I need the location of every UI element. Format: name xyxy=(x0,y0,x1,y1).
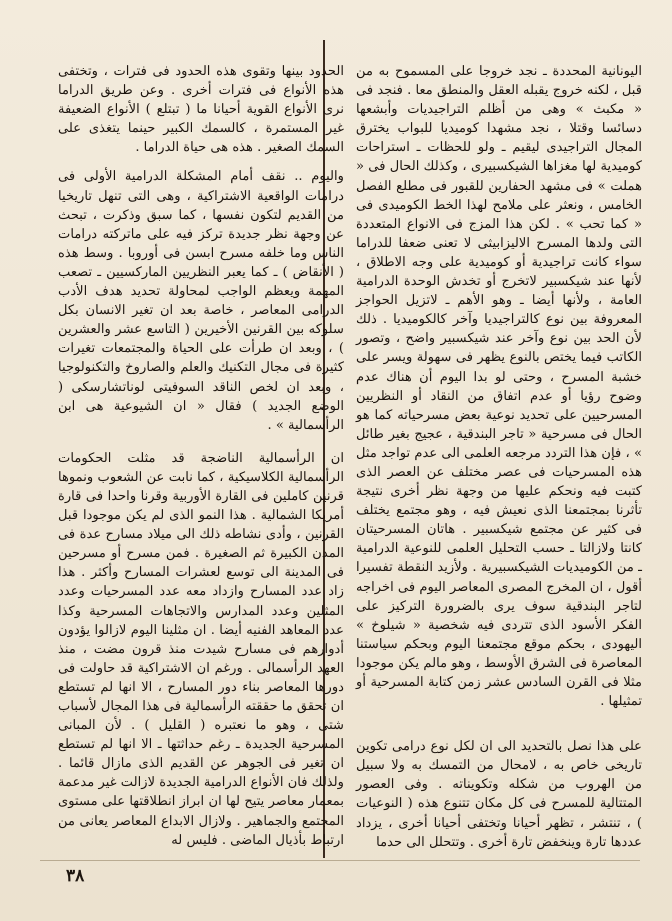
left-paragraph-3: ان الرأسمالية الناضجة قد مثلت الحكومات الرأسمالية الكلاسيكية ، كما نابت عن الشعوب ونموها قرنين كاملين فى القارة الأوربية وقرنا واحدا فى قارة أمريكا الشمالية . هذا النمو الذى لم يكن موجودا قبل القرنين ، وأدى نشاطه ذلك الى ميلاد مسارح عدة فى المدن الكبيرة ثم الصغيرة . فمن مسرح أو مسرحين فى المدينة الى توسع لعشرات المسارح وأكثر . هذا زاد عدد المسارح وازداد معه عدد المسرحيات وعدد المثلين وعدد المدارس والاتجاهات المسرحية وكذا عدد المعاهد الفنيه أيضا . ان مثلينا اليوم لازالوا يؤدون أدوارهم فى مسارح شيدت منذ قرون مضت ، منذ العهد الرأسمالى . ورغم ان الاشتراكية قد حاولت فى دورها المعاصر بناء دور المسارح ، الا انها لم تستطع ان تحقق ما حققته الرأسمالية فى هذا المجال لأسباب شتى ، وهو ما نعتبره ( القليل ) . لأن المبانى المسرحية الجديدة ـ رغم حداثتها ـ الا انها لم تستطع ان تغير فى الجوهر عن القديم الذى مازال قائما . ولذلك فان الأنواع الدرامية الجديدة لازالت غير مدعمة بمعمار معاصر يتيح لها ان ابراز انطلاقتها على مستوى المجتمع والجماهير . ولازال الابداع المعاصر يعانى من ارتباط بأذيال الماضى . فليس له xyxy=(58,450,344,848)
footer-rule xyxy=(40,860,640,861)
left-paragraph-1: الحدود بينها وتقوى هذه الحدود فى فترات ، وتختفى هذه الأنواع فى فترات أخرى . وعن طريق الدراما نرى الأنواع القوية أحيانا ما ( تبتلع ) الأنواع الضعيفة غير المستمرة ، كالسمك الكبير حينما يتغذى على السمك الصغير . هذه هى حياة الدراما . xyxy=(58,64,344,156)
left-column xyxy=(58,62,344,864)
page-number: ٣٨ xyxy=(66,866,85,886)
right-paragraph-2: على هذا نصل بالتحديد الى ان لكل نوع درامى تكوين تاريخى خاص به ، لامحال من التمسك به ولا سبيل من الهروب من شكله وتكويناته . وفى العصور المتتالية للمسرح فى كل مكان تتنوع هذه ( النوعيات ) ، تنتشر ، تظهر أحيانا وتختفى أحيانا أخرى ، يزداد عددها تارة وينخفض تارة أخرى . وتتحلل الى حدما xyxy=(356,739,642,850)
right-paragraph-1: اليونانية المحددة ـ نجد خروجا على المسموح به من قبل ، لكنه خروج يقبله العقل والمنطق معا . فنجد فى « مكبث » وهى من أظلم التراجيديات وأبشعها دسائسا وقتلا ، نجد مشهدا كوميديا للبواب يخترق المجال التراجيدى ليقيم ـ ولو للحظات ـ استراحات كوميدية لها مغزاها الشيكسبيرى ، وكذلك الحال فى « هملت » فى مشهد الحفارين للقبور فى مطلع الفصل الخامس ، ونعثر على ملامح لهذا الخط الكوميدى فى « كما تحب » . لكن هذا المزج فى الانواع المتعددة التى ولدها المسرح الاليزابيثى لا تعنى ضعفا للدراما سواء كانت تراجيدية أو كوميدية على وجه الاطلاق ، لأنها عند شيكسبير لاتخرج أو تخدش الوحدة الدرامية العامة ، ولأنها أيضا ـ وهو الأهم ـ لاتزيل الحواجز المعروفة بين نوع كالتراجيديا وآخر كالكوميديا . ذلك لأن الحد بين نوع وآخر عند شيكسبير واضح ، وتصور الكاتب فيما يختص بالنوع يظهر فى سهولة ويسر على خشبة المسرح ، وحتى لو بدا اليوم أن هناك عدم وضوح رؤيا أو عدم اتفاق من النقاد أو النظريين المسرحيين على تحديد نوعية بعض مسرحياته كما هو الحال فى مسرحية « تاجر البندقية ، عجيج بغير طائل » ، فإن هذا التردد مرجعه العلمى الى عدم تواجد مثل هذه المسرحيات فى عصر مختلف عن العصر الذى كتبت فيه ونحكم عليها من وجهة نظر أخرى نتيجة تأثرنا بمجتمعنا الذى نعيش فيه ، وهو مجتمع يختلف فى كثير عن مجتمع شيكسبير . هاتان المسرحيتان كانتا ولازالتا ـ حسب التحليل العلمى للنوعية الدرامية ـ من الكوميديات الشيكسبيرية . ولأزيد النقطة تفسيرا أقول ، ان المخرج المصرى المعاصر اليوم فى اخراجه لتاجر البندقية سوف يرى بالضرورة التركيز على الفكر الأسود الذى تتردى فيه شخصية « شيلوخ » اليهودى ، بحكم موقع مجتمعنا اليوم وبحكم سياستنا المعاصرة فى الشرق الأوسط ، وهو مالم يكن موجودا مثلا فى القرن السادس عشر زمن كتابة المسرحية أو تمثيلها . xyxy=(356,64,642,710)
right-column xyxy=(356,62,642,870)
left-paragraph-2: واليوم .. نقف أمام المشكلة الدرامية الأولى فى درامات الواقعية الاشتراكية ، وهى التى تنهل تاريخيا من القديم لتكون نفسها ، كما سبق وذكرت ، تبحث عن وجهة نظر جديدة تركز فيه على ماتركته درامات الناس وما خلفه مسرح ابسن فى أوروبا . وسط هذه ( الأنقاض ) ـ كما يعبر النظريين الماركسيين ـ تصعب المهمة ويعظم الواجب لمحاولة تحديد هدف الأدب الدرامى المعاصر ، خاصة بعد ان تغير الانسان بكل سلوكه بين القرنين الأخيرين ( التاسع عشر والعشرين ) ، وبعد ان طرأت على الحياة والمجتمعات تغيرات كثيرة فى مجال التكنيك والعلم والصاروخ والتكنولوجيا ، وبعد ان لخص الناقد السوفيتى لوناتشارسكى ( الوضع الجديد ) فقال « ان الشيوعية هى ابن الرأسمالية » . xyxy=(58,169,344,433)
